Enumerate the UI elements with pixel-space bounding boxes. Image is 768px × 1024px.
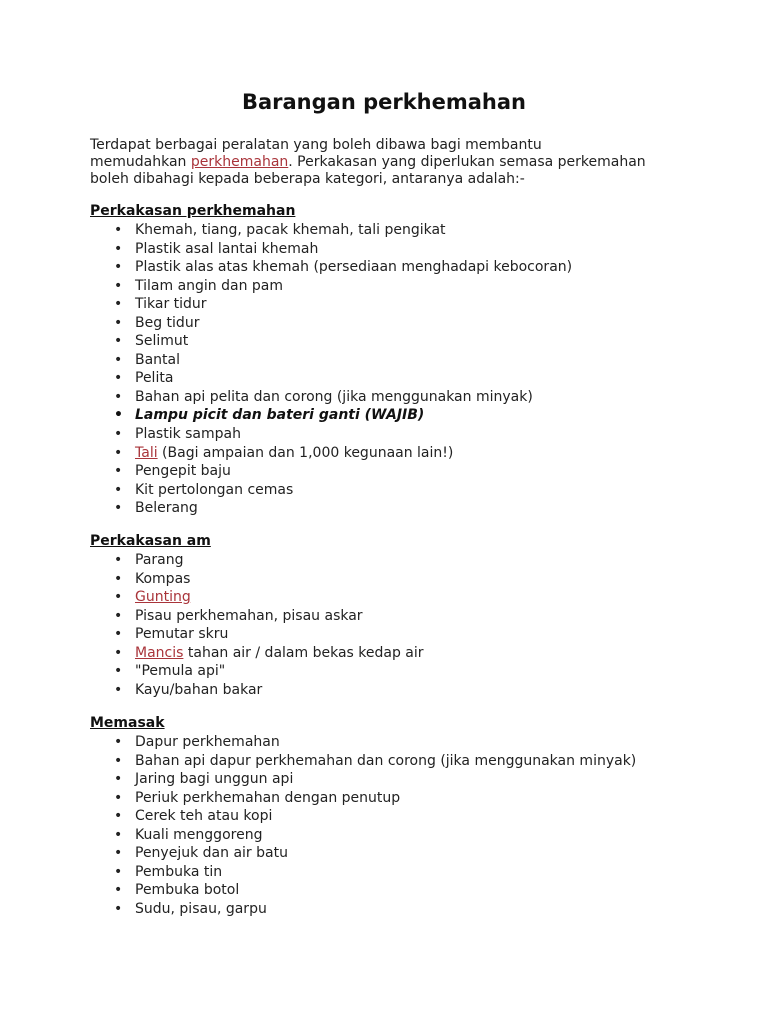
item-text: Pemutar skru — [135, 626, 229, 643]
item-text: Parang — [135, 552, 184, 568]
bullet: • — [114, 407, 123, 424]
list-item — [90, 826, 730, 845]
list-item — [90, 425, 730, 444]
bullet: • — [114, 240, 123, 257]
list-item — [90, 863, 730, 882]
item-text: Kit pertolongan cemas — [135, 481, 294, 498]
list-item-emphasized — [90, 406, 730, 425]
item-text: Bantal — [135, 351, 181, 368]
item-text: Tikar tidur — [135, 296, 207, 313]
item-list — [90, 733, 730, 918]
bullet: • — [114, 426, 123, 443]
bullet: • — [114, 444, 123, 461]
section-memasak — [90, 715, 730, 918]
bullet: • — [114, 607, 123, 624]
item-text: Pembuka botol — [135, 882, 240, 899]
intro-line-3: boleh dibahagi kepada beberapa kategori, antaranya adalah:- — [90, 171, 525, 187]
item-text: Sudu, pisau, garpu — [135, 900, 267, 917]
item-text: (Bagi ampaian dan 1,000 kegunaan lain!) — [157, 444, 454, 461]
list-item — [90, 221, 730, 240]
section-perkakasan-perkhemahan — [90, 203, 730, 518]
item-text: Plastik sampah — [135, 426, 241, 443]
list-item — [90, 881, 730, 900]
bullet: • — [114, 333, 123, 350]
item-list — [90, 551, 730, 699]
list-item — [90, 770, 730, 789]
list-item — [90, 662, 730, 681]
bullet: • — [114, 570, 123, 587]
bullet: • — [114, 826, 123, 843]
bullet: • — [114, 481, 123, 498]
section-heading: Memasak — [90, 715, 165, 731]
list-item — [90, 351, 730, 370]
item-text: "Pemula api" — [135, 663, 226, 680]
bullet: • — [114, 663, 123, 680]
gunting-link[interactable]: Gunting — [135, 589, 191, 606]
item-text: Penyejuk dan air batu — [135, 845, 288, 862]
intro-line-2-before: memudahkan — [90, 154, 191, 170]
list-item — [90, 625, 730, 644]
list-item — [90, 462, 730, 481]
item-text: Dapur perkhemahan — [135, 734, 280, 750]
list-item — [90, 481, 730, 500]
item-list — [90, 221, 730, 518]
list-item — [90, 240, 730, 259]
bullet: • — [114, 644, 123, 661]
bullet: • — [114, 752, 123, 769]
item-text: Plastik alas atas khemah (persediaan menghadapi kebocoran) — [135, 259, 573, 276]
item-text: Cerek teh atau kopi — [135, 808, 273, 825]
bullet: • — [114, 626, 123, 643]
page-title: Barangan perkhemahan — [241, 90, 527, 114]
bullet: • — [114, 900, 123, 917]
bullet: • — [114, 277, 123, 294]
list-item — [90, 900, 730, 919]
item-text: Selimut — [135, 333, 189, 350]
bullet: • — [114, 314, 123, 331]
list-item — [90, 644, 730, 663]
item-text: Plastik asal lantai khemah — [135, 240, 319, 257]
list-item — [90, 551, 730, 570]
list-item — [90, 789, 730, 808]
item-text: Belerang — [135, 500, 198, 517]
bullet: • — [114, 863, 123, 880]
list-item — [90, 277, 730, 296]
list-item — [90, 807, 730, 826]
bullet: • — [114, 771, 123, 788]
item-text: Kompas — [135, 570, 191, 587]
intro-paragraph — [90, 137, 690, 188]
bullet: • — [114, 370, 123, 387]
bullet: • — [114, 589, 123, 606]
list-item — [90, 295, 730, 314]
list-item — [90, 369, 730, 388]
list-item — [90, 607, 730, 626]
item-text: Beg tidur — [135, 314, 200, 331]
section-perkakasan-am — [90, 533, 730, 699]
item-text: Pembuka tin — [135, 863, 223, 880]
mancis-link[interactable]: Mancis — [135, 644, 184, 661]
perkhemahan-link[interactable]: perkhemahan — [190, 154, 289, 170]
item-text: Bahan api dapur perkhemahan dan corong (jika menggunakan minyak) — [135, 752, 637, 769]
list-item — [90, 258, 730, 277]
tali-link[interactable]: Tali — [135, 444, 158, 461]
list-item — [90, 752, 730, 771]
item-text: Periuk perkhemahan dengan penutup — [135, 789, 401, 806]
bullet: • — [114, 845, 123, 862]
list-item — [90, 444, 730, 463]
list-item — [90, 588, 730, 607]
section-heading: Perkakasan perkhemahan — [90, 203, 296, 219]
list-item — [90, 733, 730, 752]
bullet: • — [114, 259, 123, 276]
item-text: Lampu picit dan bateri ganti (WAJIB) — [135, 407, 425, 424]
item-text: Tilam angin dan pam — [135, 277, 284, 294]
bullet: • — [114, 789, 123, 806]
list-item — [90, 314, 730, 333]
bullet: • — [114, 296, 123, 313]
bullet: • — [114, 734, 123, 750]
bullet: • — [114, 808, 123, 825]
item-text: Bahan api pelita dan corong (jika menggunakan minyak) — [135, 388, 533, 405]
item-text: Kayu/bahan bakar — [135, 681, 263, 698]
bullet: • — [114, 681, 123, 698]
bullet: • — [114, 552, 123, 568]
list-item — [90, 844, 730, 863]
item-text: Pelita — [135, 370, 174, 387]
bullet: • — [114, 351, 123, 368]
item-text: tahan air / dalam bekas kedap air — [183, 644, 424, 661]
list-item — [90, 332, 730, 351]
item-text: Pengepit baju — [135, 463, 231, 480]
bullet: • — [114, 388, 123, 405]
item-text: Jaring bagi unggun api — [135, 771, 294, 788]
bullet: • — [114, 222, 123, 238]
intro-line-2-after: . Perkakasan yang diperlukan semasa perkemahan — [288, 154, 646, 170]
item-text: Pisau perkhemahan, pisau askar — [135, 607, 363, 624]
list-item — [90, 570, 730, 589]
item-text: Kuali menggoreng — [135, 826, 263, 843]
section-heading: Perkakasan am — [90, 533, 211, 549]
bullet: • — [114, 463, 123, 480]
list-item — [90, 388, 730, 407]
bullet: • — [114, 500, 123, 517]
bullet: • — [114, 882, 123, 899]
item-text: Khemah, tiang, pacak khemah, tali pengikat — [135, 222, 446, 238]
list-item — [90, 681, 730, 700]
intro-line-1: Terdapat berbagai peralatan yang boleh dibawa bagi membantu — [90, 137, 542, 153]
list-item — [90, 499, 730, 518]
